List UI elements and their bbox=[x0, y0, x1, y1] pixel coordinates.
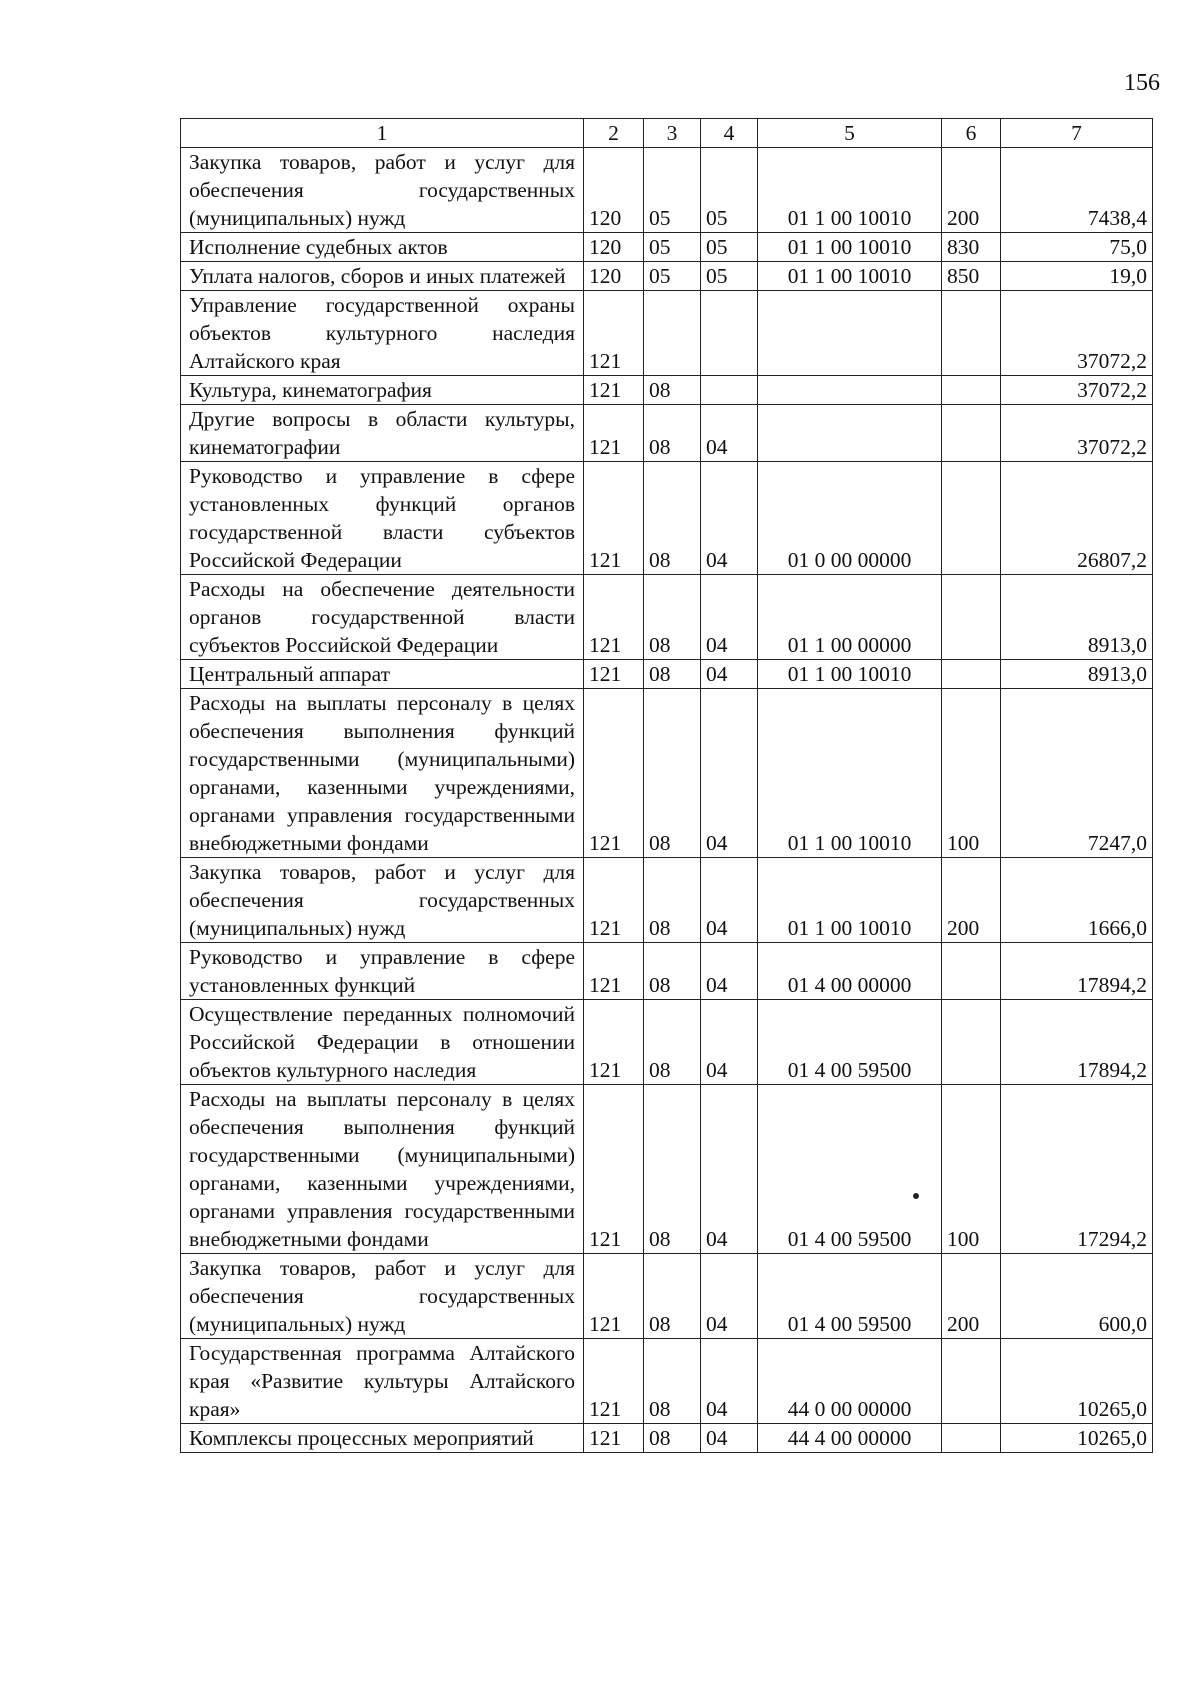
code-target-cell: 01 1 00 10010 bbox=[758, 660, 942, 689]
item-name-cell: Расходы на выплаты персоналу в целях обеспечения выполнения функций государственными (муниципальными) органами, казенными учреждениями, органами управления государственными внебюджетными фондами bbox=[181, 1085, 584, 1254]
code-section-cell: 08 bbox=[644, 689, 701, 858]
code-expense-type-cell: 200 bbox=[942, 148, 1001, 233]
code-subsection-cell: 04 bbox=[701, 1339, 758, 1424]
code-expense-type-cell bbox=[942, 291, 1001, 376]
amount-cell: 37072,2 bbox=[1001, 376, 1153, 405]
code-expense-type-cell: 830 bbox=[942, 233, 1001, 262]
code-target-cell: 01 4 00 00000 bbox=[758, 943, 942, 1000]
code-ministry-cell: 121 bbox=[584, 660, 644, 689]
code-ministry-cell: 121 bbox=[584, 689, 644, 858]
code-section-cell: 08 bbox=[644, 405, 701, 462]
code-ministry-cell: 121 bbox=[584, 858, 644, 943]
code-section-cell: 08 bbox=[644, 660, 701, 689]
code-subsection-cell bbox=[701, 376, 758, 405]
table-header-row bbox=[181, 119, 1153, 148]
table-row bbox=[181, 1339, 1153, 1424]
table-row bbox=[181, 1085, 1153, 1254]
stray-ink-mark bbox=[913, 1193, 919, 1199]
code-target-cell: 01 0 00 00000 bbox=[758, 462, 942, 575]
code-section-cell: 08 bbox=[644, 858, 701, 943]
item-name-cell: Исполнение судебных актов bbox=[181, 233, 584, 262]
item-name-cell: Расходы на выплаты персоналу в целях обеспечения выполнения функций государственными (муниципальными) органами, казенными учреждениями, органами управления государственными внебюджетными фондами bbox=[181, 689, 584, 858]
header-cell-7: 7 bbox=[1001, 119, 1153, 148]
code-section-cell: 08 bbox=[644, 1254, 701, 1339]
page-number: 156 bbox=[1124, 70, 1160, 96]
code-expense-type-cell: 200 bbox=[942, 1254, 1001, 1339]
amount-cell: 17894,2 bbox=[1001, 1000, 1153, 1085]
item-name-cell: Государственная программа Алтайского края «Развитие культуры Алтайского края» bbox=[181, 1339, 584, 1424]
code-subsection-cell: 05 bbox=[701, 233, 758, 262]
item-name-cell: Расходы на обеспечение деятельности органов государственной власти субъектов Российской Федерации bbox=[181, 575, 584, 660]
table-row bbox=[181, 1254, 1153, 1339]
code-expense-type-cell: 100 bbox=[942, 1085, 1001, 1254]
code-expense-type-cell: 850 bbox=[942, 262, 1001, 291]
amount-cell: 75,0 bbox=[1001, 233, 1153, 262]
code-ministry-cell: 120 bbox=[584, 262, 644, 291]
table-row bbox=[181, 858, 1153, 943]
code-ministry-cell: 121 bbox=[584, 1085, 644, 1254]
item-name-cell: Комплексы процессных мероприятий bbox=[181, 1424, 584, 1453]
code-target-cell bbox=[758, 291, 942, 376]
budget-table bbox=[180, 118, 1153, 1453]
table-row bbox=[181, 1000, 1153, 1085]
code-subsection-cell: 04 bbox=[701, 462, 758, 575]
code-target-cell: 01 1 00 10010 bbox=[758, 689, 942, 858]
table-row bbox=[181, 148, 1153, 233]
item-name-cell: Руководство и управление в сфере установленных функций органов государственной власти субъектов Российской Федерации bbox=[181, 462, 584, 575]
table-row bbox=[181, 1424, 1153, 1453]
amount-cell: 10265,0 bbox=[1001, 1339, 1153, 1424]
code-subsection-cell: 04 bbox=[701, 575, 758, 660]
code-expense-type-cell bbox=[942, 575, 1001, 660]
code-section-cell: 08 bbox=[644, 1000, 701, 1085]
code-target-cell: 01 1 00 10010 bbox=[758, 148, 942, 233]
amount-cell: 17894,2 bbox=[1001, 943, 1153, 1000]
code-ministry-cell: 121 bbox=[584, 405, 644, 462]
code-subsection-cell bbox=[701, 291, 758, 376]
amount-cell: 37072,2 bbox=[1001, 405, 1153, 462]
header-cell-6: 6 bbox=[942, 119, 1001, 148]
table-row bbox=[181, 262, 1153, 291]
code-ministry-cell: 121 bbox=[584, 291, 644, 376]
item-name-cell: Закупка товаров, работ и услуг для обеспечения государственных (муниципальных) нужд bbox=[181, 858, 584, 943]
item-name-cell: Другие вопросы в области культуры, кинематографии bbox=[181, 405, 584, 462]
code-subsection-cell: 04 bbox=[701, 1085, 758, 1254]
code-expense-type-cell bbox=[942, 943, 1001, 1000]
code-target-cell: 01 4 00 59500 bbox=[758, 1085, 942, 1254]
table-row bbox=[181, 376, 1153, 405]
code-subsection-cell: 04 bbox=[701, 660, 758, 689]
code-target-cell: 01 1 00 00000 bbox=[758, 575, 942, 660]
code-ministry-cell: 121 bbox=[584, 376, 644, 405]
amount-cell: 19,0 bbox=[1001, 262, 1153, 291]
item-name-cell: Управление государственной охраны объектов культурного наследия Алтайского края bbox=[181, 291, 584, 376]
code-expense-type-cell bbox=[942, 660, 1001, 689]
amount-cell: 600,0 bbox=[1001, 1254, 1153, 1339]
code-expense-type-cell: 100 bbox=[942, 689, 1001, 858]
code-section-cell bbox=[644, 291, 701, 376]
amount-cell: 26807,2 bbox=[1001, 462, 1153, 575]
code-subsection-cell: 04 bbox=[701, 1000, 758, 1085]
code-ministry-cell: 120 bbox=[584, 233, 644, 262]
amount-cell: 37072,2 bbox=[1001, 291, 1153, 376]
table-row bbox=[181, 405, 1153, 462]
amount-cell: 7438,4 bbox=[1001, 148, 1153, 233]
code-section-cell: 08 bbox=[644, 1339, 701, 1424]
header-cell-3: 3 bbox=[644, 119, 701, 148]
code-section-cell: 08 bbox=[644, 376, 701, 405]
item-name-cell: Осуществление переданных полномочий Российской Федерации в отношении объектов культурного наследия bbox=[181, 1000, 584, 1085]
item-name-cell: Культура, кинематография bbox=[181, 376, 584, 405]
code-section-cell: 05 bbox=[644, 148, 701, 233]
item-name-cell: Закупка товаров, работ и услуг для обеспечения государственных (муниципальных) нужд bbox=[181, 1254, 584, 1339]
item-name-cell: Закупка товаров, работ и услуг для обеспечения государственных (муниципальных) нужд bbox=[181, 148, 584, 233]
code-expense-type-cell bbox=[942, 462, 1001, 575]
code-ministry-cell: 121 bbox=[584, 1339, 644, 1424]
code-expense-type-cell bbox=[942, 376, 1001, 405]
amount-cell: 10265,0 bbox=[1001, 1424, 1153, 1453]
code-target-cell: 01 1 00 10010 bbox=[758, 858, 942, 943]
code-section-cell: 05 bbox=[644, 233, 701, 262]
code-target-cell: 01 4 00 59500 bbox=[758, 1000, 942, 1085]
table-row bbox=[181, 660, 1153, 689]
code-ministry-cell: 121 bbox=[584, 1424, 644, 1453]
header-cell-1: 1 bbox=[181, 119, 584, 148]
code-subsection-cell: 05 bbox=[701, 148, 758, 233]
code-subsection-cell: 05 bbox=[701, 262, 758, 291]
item-name-cell: Руководство и управление в сфере установленных функций bbox=[181, 943, 584, 1000]
table-row bbox=[181, 233, 1153, 262]
code-expense-type-cell bbox=[942, 1000, 1001, 1085]
code-ministry-cell: 121 bbox=[584, 1000, 644, 1085]
code-ministry-cell: 120 bbox=[584, 148, 644, 233]
table-row bbox=[181, 943, 1153, 1000]
code-expense-type-cell: 200 bbox=[942, 858, 1001, 943]
code-expense-type-cell bbox=[942, 405, 1001, 462]
code-target-cell: 44 0 00 00000 bbox=[758, 1339, 942, 1424]
code-target-cell bbox=[758, 405, 942, 462]
code-ministry-cell: 121 bbox=[584, 943, 644, 1000]
code-subsection-cell: 04 bbox=[701, 689, 758, 858]
code-section-cell: 08 bbox=[644, 575, 701, 660]
header-cell-4: 4 bbox=[701, 119, 758, 148]
code-target-cell: 01 1 00 10010 bbox=[758, 262, 942, 291]
header-cell-5: 5 bbox=[758, 119, 942, 148]
code-section-cell: 08 bbox=[644, 1085, 701, 1254]
code-subsection-cell: 04 bbox=[701, 405, 758, 462]
table-row bbox=[181, 291, 1153, 376]
item-name-cell: Центральный аппарат bbox=[181, 660, 584, 689]
amount-cell: 8913,0 bbox=[1001, 575, 1153, 660]
code-target-cell: 01 4 00 59500 bbox=[758, 1254, 942, 1339]
code-section-cell: 08 bbox=[644, 1424, 701, 1453]
code-subsection-cell: 04 bbox=[701, 1424, 758, 1453]
code-expense-type-cell bbox=[942, 1339, 1001, 1424]
code-section-cell: 05 bbox=[644, 262, 701, 291]
code-ministry-cell: 121 bbox=[584, 462, 644, 575]
code-expense-type-cell bbox=[942, 1424, 1001, 1453]
code-section-cell: 08 bbox=[644, 943, 701, 1000]
amount-cell: 7247,0 bbox=[1001, 689, 1153, 858]
header-cell-2: 2 bbox=[584, 119, 644, 148]
code-subsection-cell: 04 bbox=[701, 858, 758, 943]
table-row bbox=[181, 689, 1153, 858]
item-name-cell: Уплата налогов, сборов и иных платежей bbox=[181, 262, 584, 291]
code-subsection-cell: 04 bbox=[701, 943, 758, 1000]
code-target-cell: 44 4 00 00000 bbox=[758, 1424, 942, 1453]
amount-cell: 8913,0 bbox=[1001, 660, 1153, 689]
code-subsection-cell: 04 bbox=[701, 1254, 758, 1339]
code-target-cell: 01 1 00 10010 bbox=[758, 233, 942, 262]
code-target-cell bbox=[758, 376, 942, 405]
amount-cell: 17294,2 bbox=[1001, 1085, 1153, 1254]
code-section-cell: 08 bbox=[644, 462, 701, 575]
table-row bbox=[181, 462, 1153, 575]
code-ministry-cell: 121 bbox=[584, 575, 644, 660]
code-ministry-cell: 121 bbox=[584, 1254, 644, 1339]
amount-cell: 1666,0 bbox=[1001, 858, 1153, 943]
table-row bbox=[181, 575, 1153, 660]
